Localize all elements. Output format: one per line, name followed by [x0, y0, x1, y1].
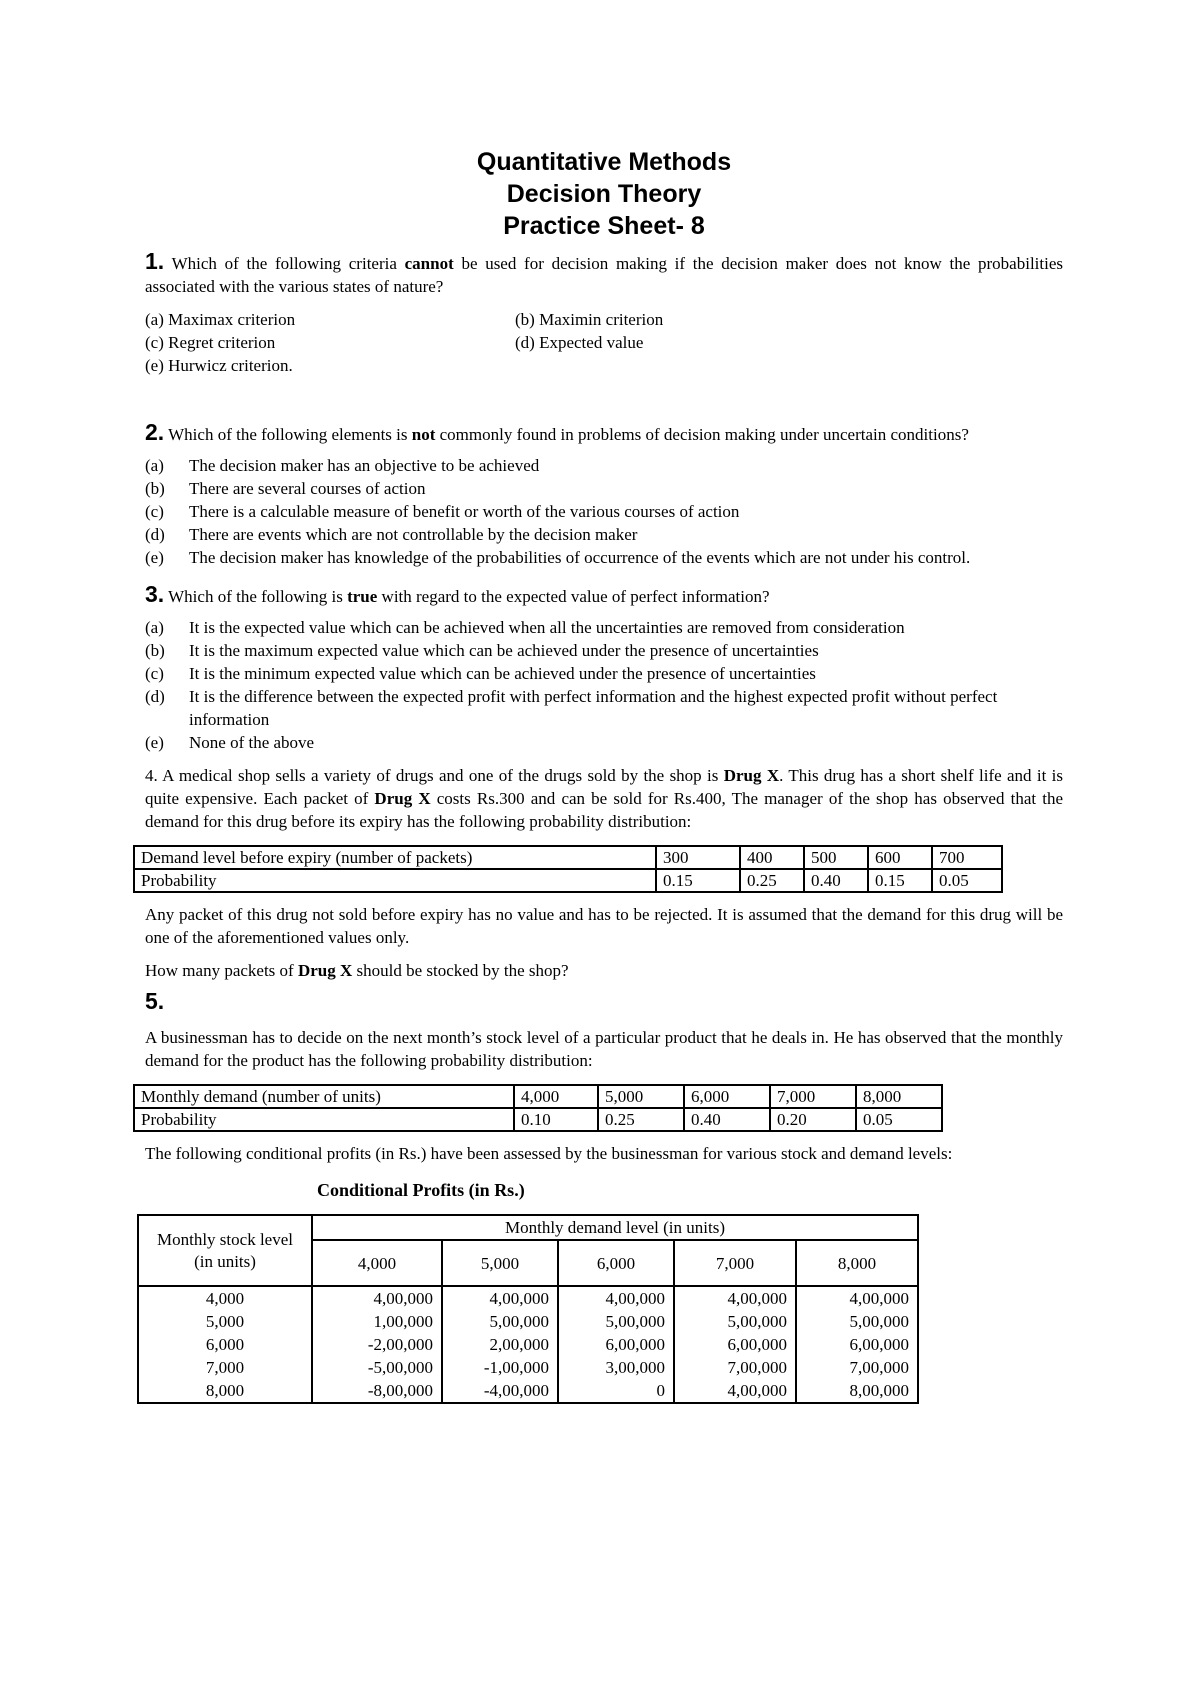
question-5-number: 5. [145, 988, 165, 1014]
option-text: It is the minimum expected value which can be achieved under the presence of uncertainties [189, 664, 816, 683]
drug-name: Drug X [374, 789, 431, 808]
question-emphasis: cannot [404, 254, 454, 273]
stock-level-header: Monthly stock level (in units) [138, 1215, 312, 1286]
practice-sheet [141, 146, 1064, 1404]
title-line-1: Quantitative Methods [476, 148, 732, 176]
profit-cell: 1,00,000 [312, 1310, 442, 1333]
profit-cell: 7,00,000 [674, 1356, 796, 1379]
profit-cell: 5,00,000 [442, 1310, 558, 1333]
question-4 [145, 764, 1063, 833]
table-cell: 0.15 [868, 869, 932, 892]
profit-cell: 5,00,000 [674, 1310, 796, 1333]
table-cell: 0.05 [932, 869, 1002, 892]
stock-level-cell: 4,000 [138, 1286, 312, 1310]
profit-cell: 4,00,000 [796, 1286, 918, 1310]
profit-cell: 6,00,000 [796, 1333, 918, 1356]
profit-cell: 4,00,000 [312, 1286, 442, 1310]
table-cell: 0.05 [856, 1108, 942, 1131]
option-label: (e) [145, 548, 164, 567]
profit-cell: -5,00,000 [312, 1356, 442, 1379]
table-cell: 0.25 [740, 869, 804, 892]
question-number: 1. [145, 248, 165, 274]
table-cell: 0.10 [514, 1108, 598, 1131]
question-5-note: The following conditional profits (in Rs.) have been assessed by the businessman for various stock and demand levels: [145, 1144, 953, 1163]
stock-level-cell: 8,000 [138, 1379, 312, 1403]
question-4-ask [145, 959, 1063, 982]
table-row [134, 846, 1002, 869]
table-cell: 500 [804, 846, 868, 869]
question-number: 2. [145, 419, 165, 445]
option: (b) Maximin criterion [515, 310, 664, 329]
option-label: (b) [145, 479, 165, 498]
question-text: should be stocked by the shop? [352, 961, 569, 980]
table-cell: 0.40 [684, 1108, 770, 1131]
option [145, 454, 1063, 477]
table-row [134, 1085, 942, 1108]
option-label: (b) [145, 641, 165, 660]
option [145, 731, 1063, 754]
demand-level-cell: 4,000 [312, 1240, 442, 1286]
question-emphasis: true [347, 587, 378, 606]
profit-cell: 4,00,000 [442, 1286, 558, 1310]
table-row [138, 1310, 918, 1333]
option [145, 546, 1063, 569]
option [145, 616, 1063, 639]
question-1 [145, 250, 1063, 298]
option-text: There are events which are not controllable by the decision maker [189, 525, 638, 544]
profit-cell: 4,00,000 [674, 1379, 796, 1403]
question-3 [145, 583, 1063, 608]
profit-cell: 4,00,000 [558, 1286, 674, 1310]
question-3-options [145, 616, 1063, 754]
question-text: . This drug has a short shelf life and it is quite expensive. Each packet of [145, 766, 1064, 808]
option [145, 477, 1063, 500]
profit-cell: 8,00,000 [796, 1379, 918, 1403]
option-label: (a) [145, 456, 164, 475]
question-text: How many packets of [145, 961, 298, 980]
table-cell: 8,000 [856, 1085, 942, 1108]
option [145, 685, 1063, 731]
table-row [138, 1356, 918, 1379]
table-row [138, 1333, 918, 1356]
document-title [145, 146, 1063, 242]
conditional-profits-table [137, 1214, 919, 1404]
table-cell: 0.15 [656, 869, 740, 892]
table-cell: 5,000 [598, 1085, 684, 1108]
question-2-options [145, 454, 1063, 569]
profit-cell: -8,00,000 [312, 1379, 442, 1403]
table-cell: 0.20 [770, 1108, 856, 1131]
table-row [138, 1379, 918, 1403]
profit-cell: 3,00,000 [558, 1356, 674, 1379]
table-cell: 600 [868, 846, 932, 869]
profit-cell: -1,00,000 [442, 1356, 558, 1379]
table-row [138, 1286, 918, 1310]
profit-cell: 0 [558, 1379, 674, 1403]
option-text: The decision maker has knowledge of the probabilities of occurrence of the events which are not under his control. [189, 548, 971, 567]
profit-cell: 6,00,000 [558, 1333, 674, 1356]
demand-level-header: Monthly demand level (in units) [312, 1215, 918, 1240]
option [145, 500, 1063, 523]
question-number: 3. [145, 581, 165, 607]
profit-cell: 7,00,000 [796, 1356, 918, 1379]
conditional-profits-title: Conditional Profits (in Rs.) [317, 1180, 525, 1200]
question-emphasis: not [411, 425, 436, 444]
profit-cell: 4,00,000 [674, 1286, 796, 1310]
question-text: 4. A medical shop sells a variety of drugs and one of the drugs sold by the shop is [145, 766, 724, 785]
option-text: There are several courses of action [189, 479, 426, 498]
demand-distribution-table [133, 845, 1003, 893]
question-1-options [145, 308, 1063, 377]
profit-cell: 2,00,000 [442, 1333, 558, 1356]
stock-level-cell: 7,000 [138, 1356, 312, 1379]
profit-cell: 6,00,000 [674, 1333, 796, 1356]
profit-cell: 5,00,000 [558, 1310, 674, 1333]
table-cell: 0.40 [804, 869, 868, 892]
table-cell: 4,000 [514, 1085, 598, 1108]
table-header-row [138, 1215, 918, 1240]
option-text: It is the expected value which can be achieved when all the uncertainties are removed from consideration [189, 618, 905, 637]
option: (e) Hurwicz criterion. [145, 356, 293, 375]
option-text: It is the maximum expected value which can be achieved under the presence of uncertainties [189, 641, 819, 660]
table-row [134, 1108, 942, 1131]
demand-level-cell: 7,000 [674, 1240, 796, 1286]
question-2 [145, 421, 1063, 446]
demand-level-cell: 6,000 [558, 1240, 674, 1286]
option-text: The decision maker has an objective to be achieved [189, 456, 540, 475]
profit-cell: -2,00,000 [312, 1333, 442, 1356]
question-text: Which of the following elements is [164, 425, 412, 444]
question-4-note: Any packet of this drug not sold before expiry has no value and has to be rejected. It is assumed that the demand for this drug will be one of the aforementioned values only. [145, 905, 1063, 947]
table-cell: Probability [134, 869, 656, 892]
table-cell: Demand level before expiry (number of packets) [134, 846, 656, 869]
option-text: There is a calculable measure of benefit or worth of the various courses of action [189, 502, 740, 521]
option-label: (c) [145, 664, 164, 683]
option-label: (c) [145, 502, 164, 521]
question-text: commonly found in problems of decision making under uncertain conditions? [435, 425, 969, 444]
title-line-3: Practice Sheet- 8 [503, 212, 705, 240]
option [145, 523, 1063, 546]
monthly-demand-table [133, 1084, 943, 1132]
question-text: costs Rs.300 and can be sold for Rs.400, The manager of the shop has observed that the demand for this drug before its expiry has the following probability distribution: [145, 789, 1063, 831]
drug-name: Drug X [723, 766, 780, 785]
option: (a) Maximax criterion [145, 310, 296, 329]
table-cell: 400 [740, 846, 804, 869]
option [145, 639, 1063, 662]
table-cell: 0.25 [598, 1108, 684, 1131]
stock-level-cell: 5,000 [138, 1310, 312, 1333]
option-label: (d) [145, 525, 165, 544]
table-cell: 300 [656, 846, 740, 869]
table-row [134, 869, 1002, 892]
demand-level-cell: 8,000 [796, 1240, 918, 1286]
option: (c) Regret criterion [145, 333, 276, 352]
table-cell: Monthly demand (number of units) [134, 1085, 514, 1108]
table-cell: 6,000 [684, 1085, 770, 1108]
table-cell: 7,000 [770, 1085, 856, 1108]
title-line-2: Decision Theory [506, 180, 702, 208]
option [145, 662, 1063, 685]
option-label: (d) [145, 687, 165, 706]
option-text: It is the difference between the expected profit with perfect information and the highest expected profit without perfect information [189, 687, 998, 729]
option-label: (e) [145, 733, 164, 752]
question-5: A businessman has to decide on the next month’s stock level of a particular product that he deals in. He has observed that the monthly demand for the product has the following probability distribution: [145, 1028, 1063, 1070]
option: (d) Expected value [515, 333, 644, 352]
question-text: with regard to the expected value of perfect information? [377, 587, 770, 606]
profit-cell: 5,00,000 [796, 1310, 918, 1333]
question-text: Which of the following criteria [164, 254, 405, 273]
question-text: Which of the following is [164, 587, 348, 606]
demand-level-cell: 5,000 [442, 1240, 558, 1286]
stock-level-cell: 6,000 [138, 1333, 312, 1356]
option-label: (a) [145, 618, 164, 637]
drug-name: Drug X [297, 961, 353, 980]
option-text: None of the above [189, 733, 315, 752]
table-cell: 700 [932, 846, 1002, 869]
table-cell: Probability [134, 1108, 514, 1131]
profit-cell: -4,00,000 [442, 1379, 558, 1403]
question-text: be used for decision making if the decision maker does not know the probabilities associated with the various states of nature? [145, 254, 1063, 296]
